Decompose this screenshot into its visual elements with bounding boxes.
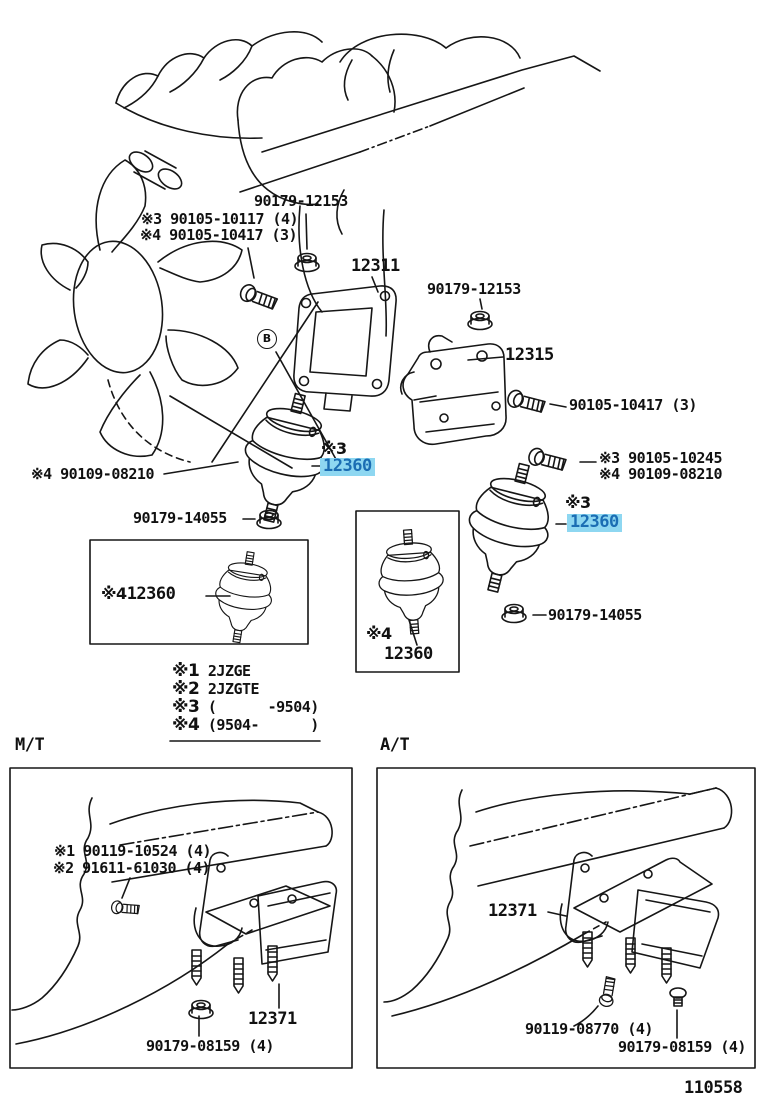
section-label-at: A/T <box>380 735 410 755</box>
flange-nut-icon <box>257 511 281 529</box>
flange-nut-icon <box>295 254 319 272</box>
callout-mt-nut-08159: 90179-08159 (4) <box>146 1037 274 1055</box>
legend-row-3: ※3 ( -9504) <box>172 697 319 717</box>
callout-nut-12153-top: 90179-12153 <box>254 192 348 210</box>
bolt-icon <box>111 900 140 917</box>
legend-row-2: ※2 2JZGTE <box>172 679 260 699</box>
engine-mount-rear-drawing <box>454 455 563 601</box>
bolt-icon <box>238 282 278 313</box>
callout-bolts-top-row1: ※3 90105-10117 (4) <box>141 210 299 228</box>
callout-bracket-12315: 12315 <box>505 345 554 365</box>
callout-at-bolt-08770: 90119-08770 (4) <box>525 1020 653 1038</box>
mt-section-drawing <box>10 768 352 1068</box>
bracket-12311-drawing <box>294 286 396 411</box>
bracket-12315-drawing <box>401 336 506 445</box>
callout-nut-12153-mid: 90179-12153 <box>427 280 521 298</box>
ref-mark-box-a: ※4 <box>101 584 127 603</box>
bolt-icon <box>527 446 567 474</box>
fan-drawing <box>28 160 242 462</box>
screw-icon <box>670 988 686 1006</box>
callout-nut-14055-left: 90179-14055 <box>133 509 227 527</box>
callout-nut-14055-right: 90179-14055 <box>548 606 642 624</box>
callout-bracket-12311: 12311 <box>351 256 400 276</box>
callout-bolt-rear-row2: ※4 90109-08210 <box>599 465 722 483</box>
ref-mark-box-b: ※4 <box>366 624 392 643</box>
bolt-icon <box>506 388 546 416</box>
section-label-mt: M/T <box>15 735 45 755</box>
callout-mt-bolt-row1: ※1 90119-10524 (4) <box>54 842 212 860</box>
ref-mark-rear-mount: ※3 <box>565 493 591 512</box>
legend-row-1: ※1 2JZGE <box>172 661 251 681</box>
hardware-drawings <box>230 254 566 623</box>
callout-at-bracket-12371: 12371 <box>488 901 537 921</box>
ref-mark-front-mount: ※3 <box>321 439 347 458</box>
callout-stud-08210: ※4 90109-08210 <box>31 465 154 483</box>
flange-nut-icon <box>502 605 526 623</box>
engine-block-drawing <box>116 32 600 336</box>
part-number-12360-rear-highlighted[interactable]: 12360 <box>567 514 622 532</box>
bolt-icon <box>598 976 619 1007</box>
callout-box-a-12360: ※412360 <box>101 584 176 604</box>
doc-number: 110558 <box>684 1078 743 1098</box>
callout-box-b-12360: 12360 <box>384 644 433 664</box>
callout-bolt-rear-row1: ※3 90105-10245 <box>599 449 722 467</box>
bracket-12371-mt-drawing <box>192 853 336 993</box>
bracket-12371-at-drawing <box>560 853 718 983</box>
part-number-12360-front-highlighted[interactable]: 12360 <box>320 458 375 476</box>
callout-bolt-10417: 90105-10417 (3) <box>569 396 697 414</box>
callout-at-screw-08159: 90179-08159 (4) <box>618 1038 746 1056</box>
washer-b-symbol: B <box>257 329 277 349</box>
legend-row-4: ※4 (9504- ) <box>172 715 319 735</box>
flange-nut-icon <box>189 1001 213 1019</box>
callout-bolts-top-row2: ※4 90105-10417 (3) <box>140 226 298 244</box>
flange-nut-icon <box>468 312 492 330</box>
callout-mt-bolt-row2: ※2 91611-61030 (4) <box>53 859 211 877</box>
callout-mt-bracket-12371: 12371 <box>248 1009 297 1029</box>
